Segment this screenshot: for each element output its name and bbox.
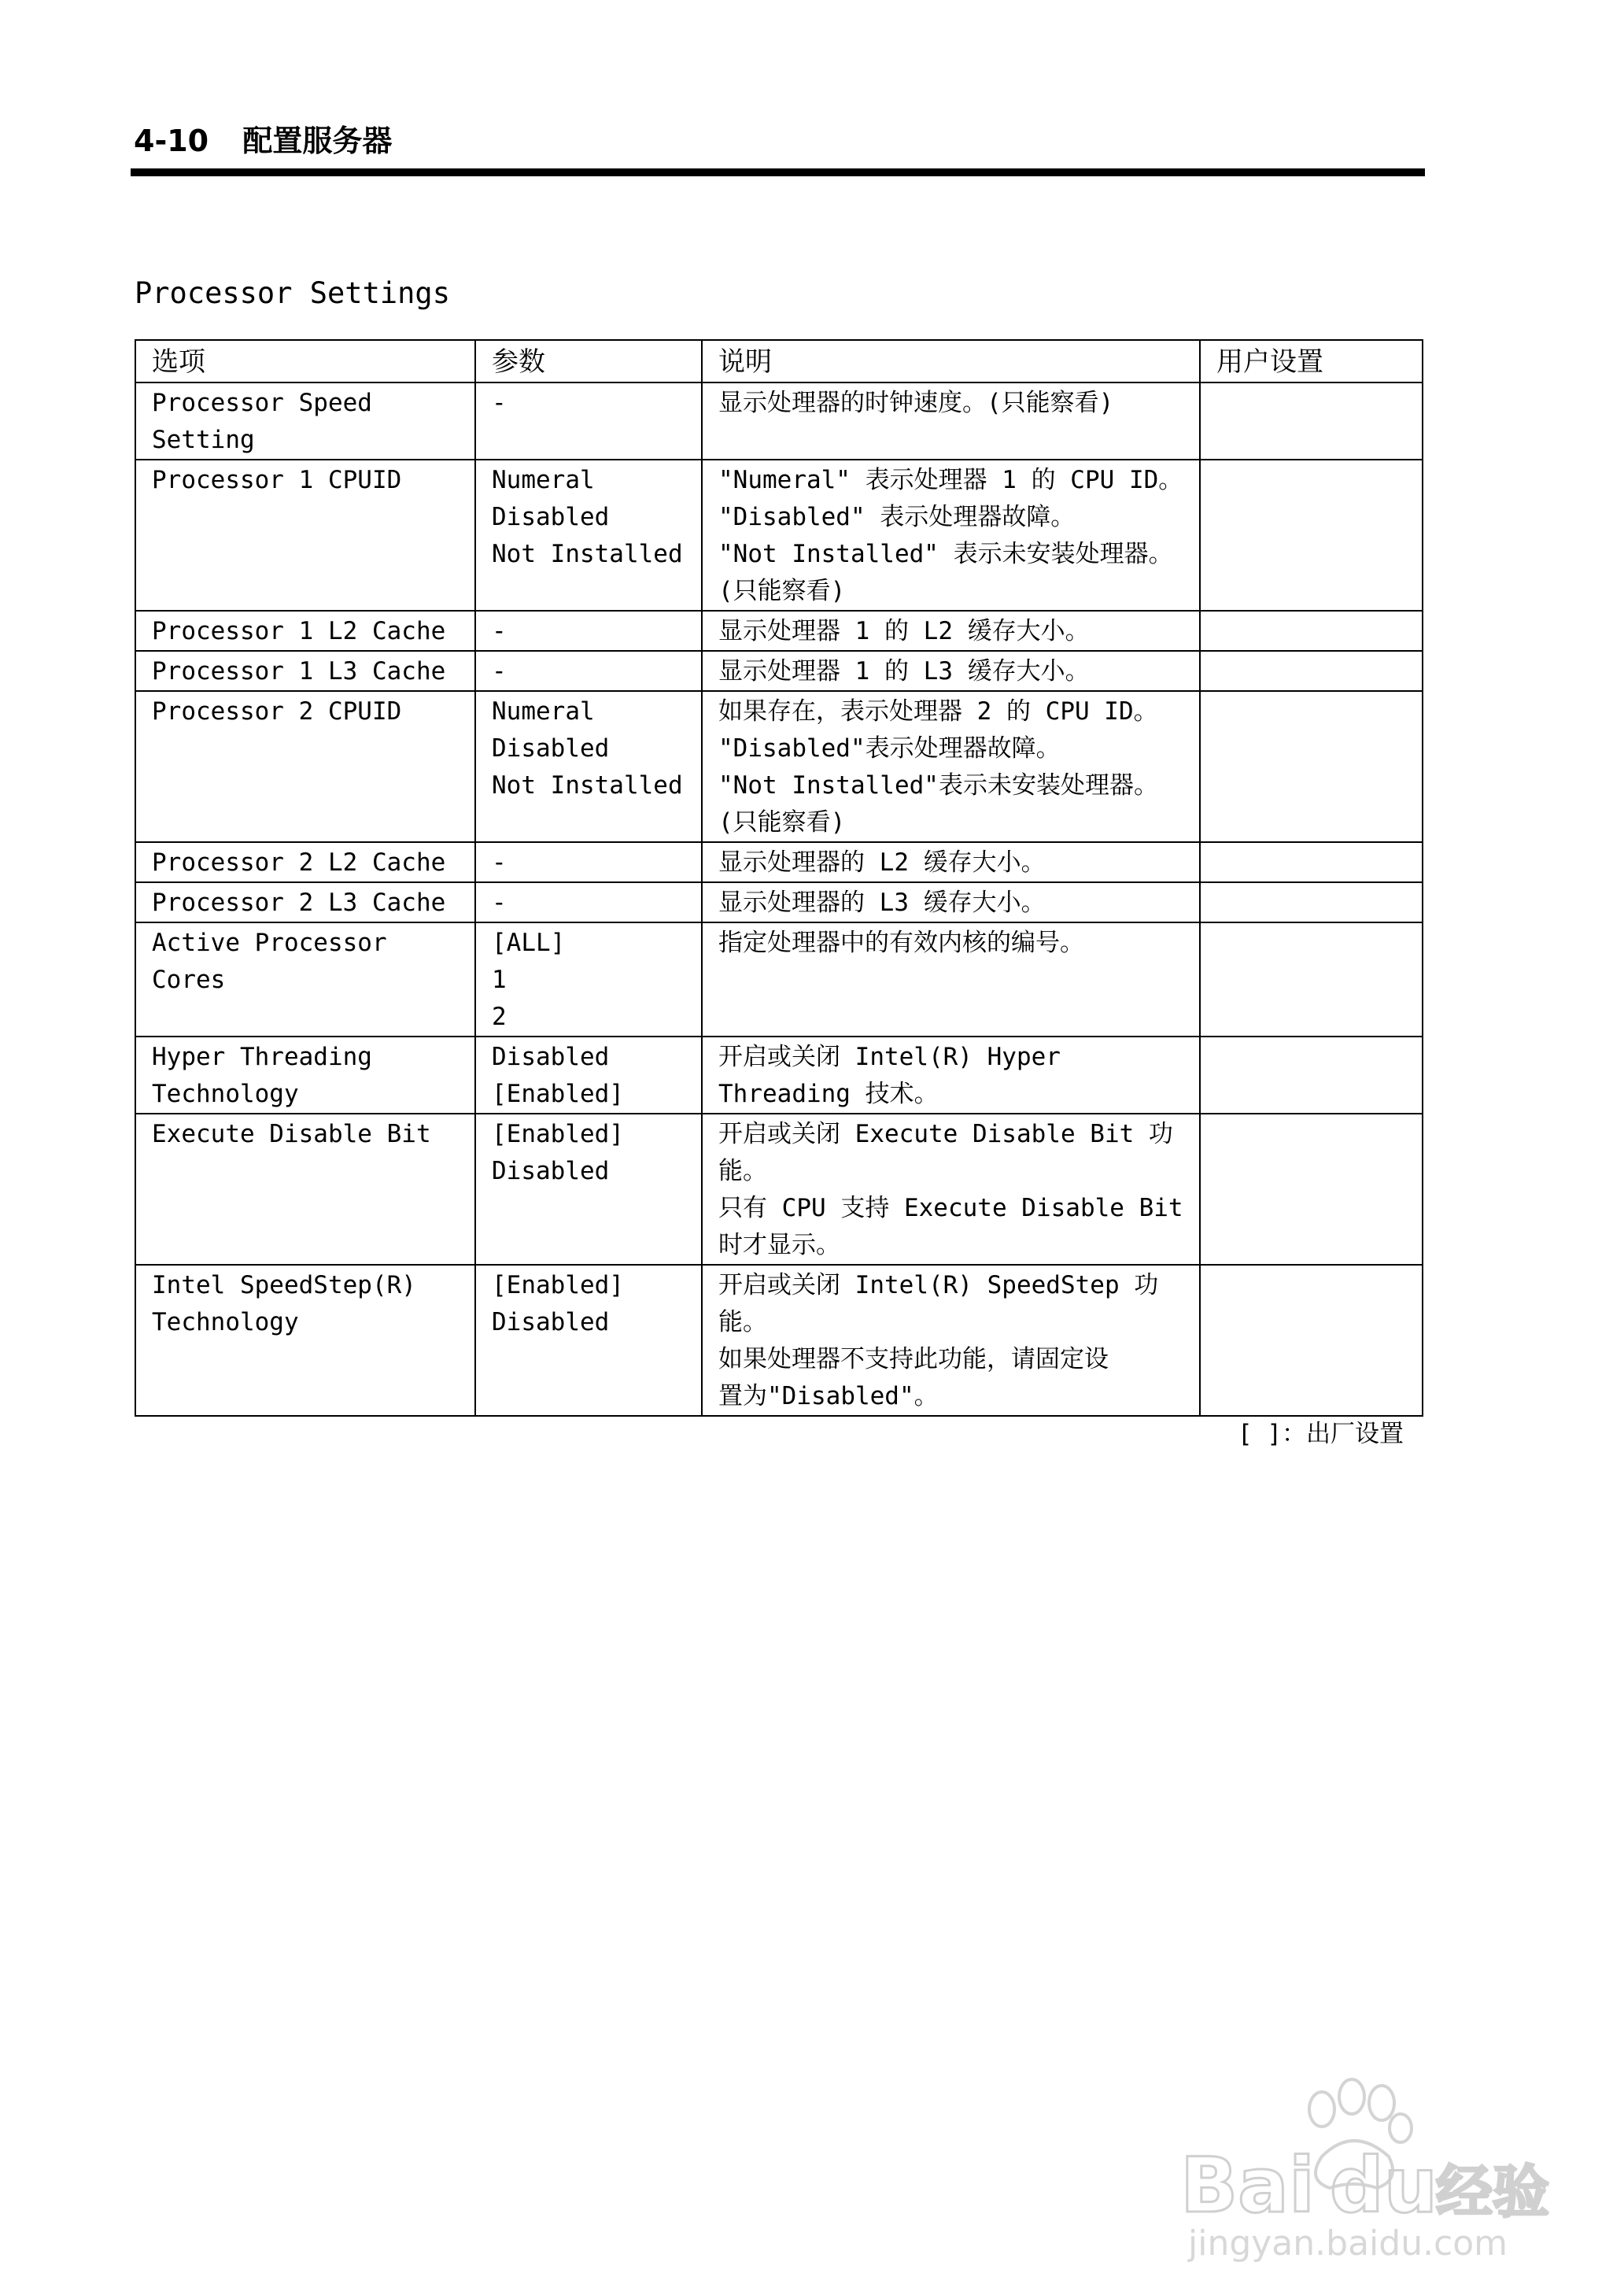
cell-user-setting — [1200, 611, 1423, 651]
column-header-params: 参数 — [475, 340, 702, 382]
factory-default-legend: [ ]：出厂设置 — [1238, 1420, 1404, 1448]
table-row — [135, 691, 1423, 842]
cell-params: - — [475, 651, 702, 691]
svg-text:jingyan.baidu.com: jingyan.baidu.com — [1188, 2223, 1508, 2264]
cell-description: 显示处理器的时钟速度。(只能察看) — [702, 382, 1200, 460]
column-header-option: 选项 — [135, 340, 475, 382]
cell-option: Intel SpeedStep(R) Technology — [135, 1265, 475, 1416]
cell-params: [Enabled] Disabled — [475, 1265, 702, 1416]
processor-settings-table — [135, 339, 1423, 1417]
cell-params: Numeral Disabled Not Installed — [475, 460, 702, 611]
cell-params: - — [475, 382, 702, 460]
cell-user-setting — [1200, 1037, 1423, 1114]
cell-params: Numeral Disabled Not Installed — [475, 691, 702, 842]
cell-description: 显示处理器 1 的 L3 缓存大小。 — [702, 651, 1200, 691]
page-header — [134, 116, 392, 160]
cell-params: - — [475, 842, 702, 882]
cell-option: Execute Disable Bit — [135, 1114, 475, 1265]
svg-text:经验: 经验 — [1436, 2159, 1550, 2225]
cell-user-setting — [1200, 842, 1423, 882]
cell-params: - — [475, 611, 702, 651]
cell-option: Processor 2 L2 Cache — [135, 842, 475, 882]
cell-description: 显示处理器的 L3 缓存大小。 — [702, 882, 1200, 922]
cell-user-setting — [1200, 882, 1423, 922]
cell-option: Processor 1 L2 Cache — [135, 611, 475, 651]
column-header-user-setting: 用户设置 — [1200, 340, 1423, 382]
cell-user-setting — [1200, 651, 1423, 691]
svg-text:Bai: Bai — [1180, 2142, 1315, 2230]
cell-user-setting — [1200, 691, 1423, 842]
cell-option: Processor 2 CPUID — [135, 691, 475, 842]
table-row — [135, 1037, 1423, 1114]
chapter-title: 配置服务器 — [242, 124, 393, 158]
table-row — [135, 460, 1423, 611]
section-number: 4-10 — [134, 124, 209, 158]
table-header-row — [135, 340, 1423, 382]
cell-user-setting — [1200, 460, 1423, 611]
cell-params: - — [475, 882, 702, 922]
cell-option: Processor 1 CPUID — [135, 460, 475, 611]
cell-description: 如果存在，表示处理器 2 的 CPU ID。 "Disabled"表示处理器故障。 "Not Installed"表示未安装处理器。 (只能察看) — [702, 691, 1200, 842]
cell-description: 显示处理器的 L2 缓存大小。 — [702, 842, 1200, 882]
cell-params: Disabled [Enabled] — [475, 1037, 702, 1114]
cell-description: 开启或关闭 Intel(R) SpeedStep 功 能。 如果处理器不支持此功能，请固定设 置为"Disabled"。 — [702, 1265, 1200, 1416]
cell-user-setting — [1200, 1114, 1423, 1265]
table-row — [135, 922, 1423, 1037]
table-row — [135, 382, 1423, 460]
cell-description: "Numeral" 表示处理器 1 的 CPU ID。 "Disabled" 表示处理器故障。 "Not Installed" 表示未安装处理器。 (只能察看) — [702, 460, 1200, 611]
cell-description: 显示处理器 1 的 L2 缓存大小。 — [702, 611, 1200, 651]
cell-option: Processor Speed Setting — [135, 382, 475, 460]
table-row — [135, 1114, 1423, 1265]
cell-user-setting — [1200, 922, 1423, 1037]
cell-description: 开启或关闭 Execute Disable Bit 功 能。 只有 CPU 支持 Execute Disable Bit 时才显示。 — [702, 1114, 1200, 1265]
header-rule — [131, 168, 1425, 176]
table-row — [135, 882, 1423, 922]
cell-user-setting — [1200, 382, 1423, 460]
svg-text:du: du — [1330, 2142, 1438, 2230]
table-row — [135, 651, 1423, 691]
cell-option: Processor 2 L3 Cache — [135, 882, 475, 922]
cell-params: [Enabled] Disabled — [475, 1114, 702, 1265]
cell-params: [ALL] 1 2 — [475, 922, 702, 1037]
table-row — [135, 1265, 1423, 1416]
column-header-description: 说明 — [702, 340, 1200, 382]
cell-description: 开启或关闭 Intel(R) Hyper Threading 技术。 — [702, 1037, 1200, 1114]
cell-user-setting — [1200, 1265, 1423, 1416]
section-title: Processor Settings — [135, 276, 450, 310]
table-row — [135, 842, 1423, 882]
cell-option: Active Processor Cores — [135, 922, 475, 1037]
cell-description: 指定处理器中的有效内核的编号。 — [702, 922, 1200, 1037]
table-row — [135, 611, 1423, 651]
baidu-jingyan-watermark — [1164, 2062, 1574, 2267]
cell-option: Hyper Threading Technology — [135, 1037, 475, 1114]
cell-option: Processor 1 L3 Cache — [135, 651, 475, 691]
